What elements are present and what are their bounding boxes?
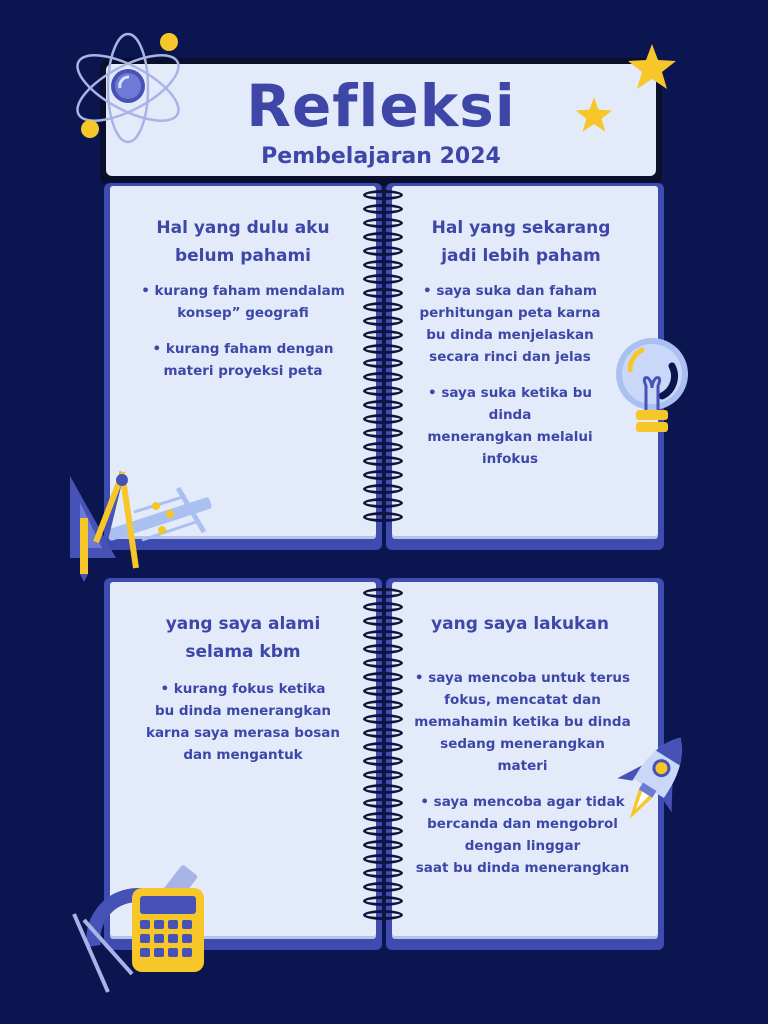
spiral-ring — [363, 358, 403, 368]
spiral-ring — [363, 470, 403, 480]
spiral-ring — [363, 190, 403, 200]
section-1-title: Hal yang dulu aku belum pahami — [156, 218, 330, 266]
spiral-ring — [363, 616, 403, 626]
spiral-binding — [358, 588, 412, 928]
list-item: • saya suka ketika bu dinda menerangkan melalui infokus — [427, 385, 593, 467]
spiral-ring — [363, 288, 403, 298]
spiral-ring — [363, 700, 403, 710]
spiral-ring — [363, 826, 403, 836]
spiral-ring — [363, 812, 403, 822]
page-subtitle: Pembelajaran 2024 — [261, 144, 501, 169]
spiral-ring — [363, 854, 403, 864]
spiral-ring — [363, 784, 403, 794]
geometry-tools-icon — [66, 468, 218, 582]
spiral-ring — [363, 232, 403, 242]
spiral-ring — [363, 274, 403, 284]
list-item: • kurang faham dengan materi proyeksi peta — [152, 341, 334, 379]
star-icon — [626, 42, 678, 92]
spiral-ring — [363, 728, 403, 738]
spiral-ring — [363, 204, 403, 214]
spiral-ring — [363, 602, 403, 612]
spiral-ring — [363, 344, 403, 354]
spiral-binding — [358, 190, 412, 530]
spiral-ring — [363, 672, 403, 682]
spiral-ring — [363, 868, 403, 878]
list-item: • kurang fokus ketika bu dinda menerangkan karna saya merasa bosan dan mengantuk — [145, 681, 341, 763]
list-item: • saya suka dan faham perhitungan peta karna bu dinda menjelaskan secara rinci dan jelas — [419, 283, 601, 365]
spiral-ring — [363, 246, 403, 256]
spiral-ring — [363, 798, 403, 808]
spiral-ring — [363, 512, 403, 522]
spiral-ring — [363, 756, 403, 766]
spiral-ring — [363, 386, 403, 396]
spiral-ring — [363, 330, 403, 340]
spiral-ring — [363, 882, 403, 892]
spiral-ring — [363, 658, 403, 668]
spiral-ring — [363, 260, 403, 270]
spiral-ring — [363, 770, 403, 780]
star-icon — [574, 96, 614, 134]
section-4-title: yang saya lakukan — [431, 614, 609, 634]
spiral-ring — [363, 456, 403, 466]
spiral-ring — [363, 910, 403, 920]
list-item: • saya mencoba agar tidak bercanda dan mengobrol dengan linggar saat bu dinda menerangkan — [415, 794, 630, 876]
spiral-ring — [363, 498, 403, 508]
list-item: • saya mencoba untuk terus fokus, mencatat dan memahamin ketika bu dinda sedang menerangkan materi — [414, 670, 631, 774]
spiral-ring — [363, 316, 403, 326]
calculator-icon — [70, 862, 210, 996]
spiral-ring — [363, 686, 403, 696]
spiral-ring — [363, 428, 403, 438]
spiral-ring — [363, 302, 403, 312]
spiral-ring — [363, 742, 403, 752]
section-3-title: yang saya alami selama kbm — [165, 614, 321, 662]
rocket-icon — [612, 726, 696, 834]
spiral-ring — [363, 714, 403, 724]
spiral-ring — [363, 644, 403, 654]
spiral-ring — [363, 630, 403, 640]
section-1-text — [110, 280, 376, 396]
spiral-ring — [363, 588, 403, 598]
spiral-ring — [363, 840, 403, 850]
spiral-ring — [363, 896, 403, 906]
page-title: Refleksi — [246, 72, 516, 140]
spiral-ring — [363, 414, 403, 424]
list-item: • kurang faham mendalam konsep” geografi — [141, 283, 345, 321]
spiral-ring — [363, 442, 403, 452]
section-2-title: Hal yang sekarang jadi lebih paham — [431, 218, 611, 266]
section-3-text — [110, 678, 376, 780]
lightbulb-icon — [612, 336, 692, 442]
spiral-ring — [363, 400, 403, 410]
spiral-ring — [363, 372, 403, 382]
spiral-ring — [363, 218, 403, 228]
atom-icon — [66, 28, 194, 146]
spiral-ring — [363, 484, 403, 494]
